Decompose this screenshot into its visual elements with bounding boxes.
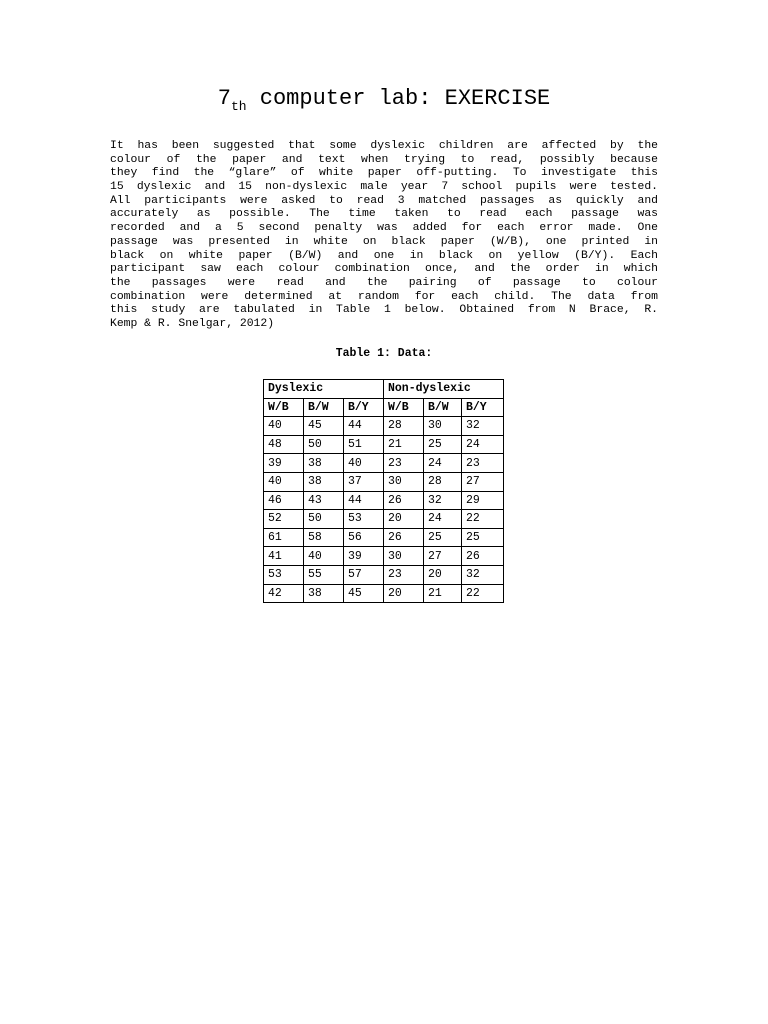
table-cell: 28 [424,472,462,491]
table-cell: 23 [384,454,424,473]
paragraph-line: recorded and a 5 second penalty was added for each error made. One [110,222,658,235]
table-cell: 39 [264,454,304,473]
table-cell: 20 [424,565,462,584]
table-row [264,454,504,473]
table-row [264,528,504,547]
table-cell: 22 [462,510,504,529]
paragraph-line: they find the “glare” of white paper off-putting. To investigate this [110,167,658,180]
paragraph-line: colour of the paper and text when trying to read, possibly because [110,153,658,166]
table-row [264,417,504,436]
paragraph-line: It has been suggested that some dyslexic children are affected by the [110,140,658,152]
table-cell: 53 [344,510,384,529]
paragraph-line: 15 dyslexic and 15 non-dyslexic male year 7 school pupils were tested. [110,181,658,194]
table-cell: 38 [304,584,344,603]
table-cell: 51 [344,435,384,454]
table-cell: 30 [384,472,424,491]
column-header: W/B [384,398,424,417]
table-cell: 30 [384,547,424,566]
table-cell: 26 [384,528,424,547]
paragraph-line: this study are tabulated in Table 1 below. Obtained from N Brace, R. [110,304,658,317]
table-cell: 23 [384,565,424,584]
table-cell: 25 [424,435,462,454]
table-cell: 50 [304,510,344,529]
table-cell: 27 [462,472,504,491]
column-header: B/W [424,398,462,417]
table-cell: 24 [462,435,504,454]
intro-paragraph [110,140,658,332]
table-cell: 20 [384,510,424,529]
table-cell: 32 [424,491,462,510]
table-cell: 45 [304,417,344,436]
paragraph-line: combination were determined at random for each child. The data from [110,290,658,303]
table-row [264,547,504,566]
table-cell: 39 [344,547,384,566]
table-cell: 30 [424,417,462,436]
table-cell: 42 [264,584,304,603]
table-cell: 24 [424,510,462,529]
table-cell: 43 [304,491,344,510]
table-caption: Table 1: Data: [335,347,433,360]
table-row [264,472,504,491]
table-cell: 46 [264,491,304,510]
table-cell: 24 [424,454,462,473]
paragraph-line: the passages were read and the pairing of passage to colour [110,276,658,289]
table-cell: 48 [264,435,304,454]
table-cell: 56 [344,528,384,547]
title-number: 7 [217,86,231,111]
table-row [264,584,504,603]
table-row [264,435,504,454]
table-cell: 40 [264,472,304,491]
table-cell: 29 [462,491,504,510]
table-body [264,417,504,603]
paragraph-line: All participants were asked to read 3 matched passages as quickly and [110,194,658,207]
table-column-header-row [264,398,504,417]
table-cell: 50 [304,435,344,454]
table-cell: 21 [424,584,462,603]
table-cell: 40 [264,417,304,436]
title-text: computer lab: EXERCISE [246,86,551,111]
group-header-non-dyslexic: Non-dyslexic [384,380,504,399]
table-cell: 32 [462,417,504,436]
table-row [264,510,504,529]
table-cell: 40 [344,454,384,473]
table-cell: 61 [264,528,304,547]
table-cell: 25 [462,528,504,547]
table-cell: 41 [264,547,304,566]
table-cell: 26 [384,491,424,510]
data-table [263,379,504,603]
table-cell: 21 [384,435,424,454]
page-title [0,84,768,116]
table-cell: 32 [462,565,504,584]
column-header: B/Y [462,398,504,417]
table-cell: 40 [304,547,344,566]
table-group-header-row [264,380,504,399]
table-cell: 28 [384,417,424,436]
table-cell: 55 [304,565,344,584]
column-header: W/B [264,398,304,417]
table-cell: 20 [384,584,424,603]
table-cell: 58 [304,528,344,547]
paragraph-line: passage was presented in white on black paper (W/B), one printed in [110,235,658,248]
column-header: B/W [304,398,344,417]
table-cell: 25 [424,528,462,547]
table-cell: 23 [462,454,504,473]
table-cell: 44 [344,417,384,436]
table-cell: 37 [344,472,384,491]
table-cell: 38 [304,454,344,473]
title-ordinal-suffix: th [230,99,247,114]
table-cell: 44 [344,491,384,510]
table-cell: 38 [304,472,344,491]
table-row [264,565,504,584]
table-cell: 27 [424,547,462,566]
table-cell: 45 [344,584,384,603]
table-cell: 26 [462,547,504,566]
table-row [264,491,504,510]
table-cell: 52 [264,510,304,529]
table-cell: 22 [462,584,504,603]
table-cell: 53 [264,565,304,584]
paragraph-line: Kemp & R. Snelgar, 2012) [110,317,275,330]
column-header: B/Y [344,398,384,417]
table-cell: 57 [344,565,384,584]
paragraph-line: participant saw each colour combination once, and the order in which [110,263,658,276]
paragraph-line: black on white paper (B/W) and one in black on yellow (B/Y). Each [110,249,658,262]
group-header-dyslexic: Dyslexic [264,380,384,399]
paragraph-line: accurately as possible. The time taken to read each passage was [110,208,658,221]
